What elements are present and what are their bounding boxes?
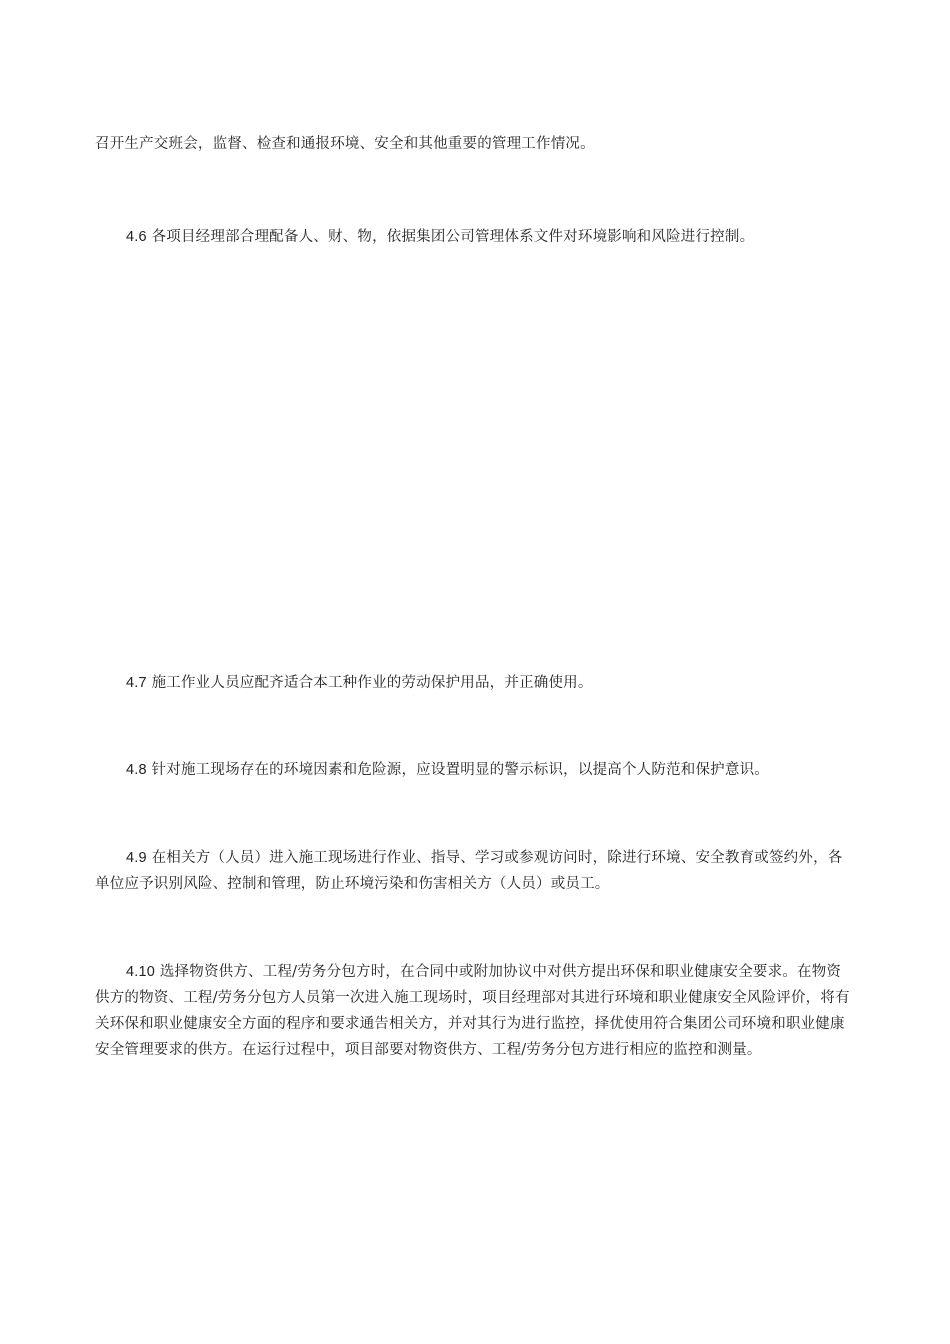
clause-text: 选择物资供方、工程/劳务分包方时，在合同中或附加协议中对供方提出环保和职业健康安全要求。在物资供方的物资、工程/劳务分包方人员第一次进入施工现场时，项目经理部对其进行环境和职业健康安全风险评价，将有关环保和职业健康安全方面的程序和要求通告相关方，并对其行为进行监控，择优使用符合集团公司环境和职业健康安全管理要求的供方。在运行过程中，项目部要对物资供方、工程/劳务分包方进行相应的监控和测量。 — [95, 964, 850, 1058]
clause-number: 4.6 — [126, 229, 147, 245]
clause-number: 4.8 — [126, 762, 147, 778]
clause-text: 各项目经理部合理配备人、财、物，依据集团公司管理体系文件对环境影响和风险进行控制。 — [146, 229, 755, 245]
clause-number: 4.10 — [126, 964, 156, 980]
clause-number: 4.7 — [126, 675, 147, 691]
clause-text: 在相关方（人员）进入施工现场进行作业、指导、学习或参观访问时，除进行环境、安全教育或签约外，各单位应予识别风险、控制和管理，防止环境污染和伤害相关方（人员）或员工。 — [95, 850, 843, 892]
paragraph-4-8 — [95, 757, 855, 783]
clause-text: 施工作业人员应配齐适合本工种作业的劳动保护用品，并正确使用。 — [146, 675, 593, 691]
paragraph-4-6 — [95, 224, 855, 250]
clause-number: 4.9 — [126, 850, 147, 866]
paragraph-continuation: 召开生产交班会，监督、检查和通报环境、安全和其他重要的管理工作情况。 — [95, 136, 595, 152]
paragraph-4-9 — [95, 845, 855, 897]
clause-text: 针对施工现场存在的环境因素和危险源，应设置明显的警示标识，以提高个人防范和保护意识。 — [146, 762, 769, 778]
paragraph-4-10 — [95, 959, 855, 1063]
paragraph-4-7 — [95, 670, 855, 696]
